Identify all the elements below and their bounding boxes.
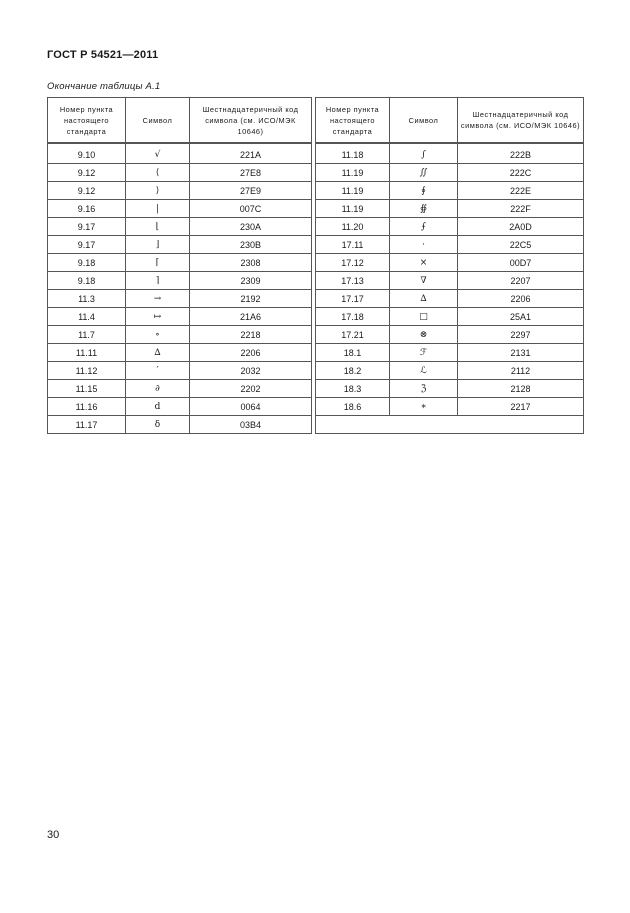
table-row <box>316 272 584 290</box>
symbol-cell: □ <box>390 308 458 326</box>
code-cell: 0064 <box>190 398 312 416</box>
table-row <box>316 380 584 398</box>
code-cell: 2207 <box>458 272 584 290</box>
table-row <box>316 200 584 218</box>
table-row <box>316 362 584 380</box>
code-cell: 230B <box>190 236 312 254</box>
clause-cell: 11.12 <box>48 362 126 380</box>
table-row <box>48 416 312 434</box>
code-cell: 2032 <box>190 362 312 380</box>
clause-cell: 17.21 <box>316 326 390 344</box>
clause-cell: 9.18 <box>48 254 126 272</box>
symbol-cell: ∫ <box>390 143 458 164</box>
clause-cell: 17.13 <box>316 272 390 290</box>
code-cell: 21A6 <box>190 308 312 326</box>
symbol-cell: | <box>126 200 190 218</box>
table-row <box>48 398 312 416</box>
table-row <box>48 236 312 254</box>
symbol-cell: ⊗ <box>390 326 458 344</box>
symbol-cell: ⌉ <box>126 272 190 290</box>
clause-cell: 9.17 <box>48 236 126 254</box>
code-cell: 2217 <box>458 398 584 416</box>
symbol-cell: ∆ <box>390 290 458 308</box>
symbol-cell: ∆ <box>126 344 190 362</box>
clause-cell: 11.3 <box>48 290 126 308</box>
clause-cell: 11.16 <box>48 398 126 416</box>
code-cell: 2128 <box>458 380 584 398</box>
symbol-cell: ⌈ <box>126 254 190 272</box>
code-cell: 222F <box>458 200 584 218</box>
symbol-cell: ℱ <box>390 344 458 362</box>
column-header-symbol: Символ <box>126 98 190 144</box>
code-cell: 2309 <box>190 272 312 290</box>
page-number: 30 <box>47 829 60 841</box>
symbol-cell: ∘ <box>126 326 190 344</box>
clause-cell: 9.16 <box>48 200 126 218</box>
clause-cell: 18.3 <box>316 380 390 398</box>
symbol-cell: ∂ <box>126 380 190 398</box>
code-cell: 00D7 <box>458 254 584 272</box>
symbol-tables <box>47 97 583 439</box>
code-cell: 2308 <box>190 254 312 272</box>
column-header-clause: Номер пункта настоящего стандарта <box>48 98 126 144</box>
code-cell: 2131 <box>458 344 584 362</box>
clause-cell: 18.1 <box>316 344 390 362</box>
left-table-body <box>48 143 312 434</box>
table-row <box>316 143 584 164</box>
symbol-cell: ⨍ <box>390 218 458 236</box>
table-row <box>48 182 312 200</box>
clause-cell: 18.6 <box>316 398 390 416</box>
clause-cell: 9.12 <box>48 182 126 200</box>
clause-cell: 11.19 <box>316 200 390 218</box>
symbol-cell: d <box>126 398 190 416</box>
symbol-cell: ⟩ <box>126 182 190 200</box>
symbol-cell: ∯ <box>390 200 458 218</box>
symbol-cell: ⌋ <box>126 236 190 254</box>
code-cell: 222E <box>458 182 584 200</box>
table-row <box>48 143 312 164</box>
clause-cell: 11.11 <box>48 344 126 362</box>
table-row <box>316 290 584 308</box>
clause-cell: 9.10 <box>48 143 126 164</box>
table-row <box>316 326 584 344</box>
code-cell: 2206 <box>458 290 584 308</box>
table-row <box>48 272 312 290</box>
table-row <box>48 218 312 236</box>
symbol-cell: ⟨ <box>126 164 190 182</box>
symbol-cell: ∬ <box>390 164 458 182</box>
code-cell: 230A <box>190 218 312 236</box>
clause-cell: 17.11 <box>316 236 390 254</box>
table-row <box>48 164 312 182</box>
table-row <box>48 308 312 326</box>
right-table <box>315 97 584 434</box>
column-header-code: Шестнадцатеричный код символа (см. ИСО/МЭК 10646) <box>190 98 312 144</box>
table-row <box>316 182 584 200</box>
code-cell: 25A1 <box>458 308 584 326</box>
code-cell: 2A0D <box>458 218 584 236</box>
symbol-cell: ⌊ <box>126 218 190 236</box>
clause-cell: 9.18 <box>48 272 126 290</box>
left-table <box>47 97 312 434</box>
clause-cell: 9.12 <box>48 164 126 182</box>
column-header-symbol: Символ <box>390 98 458 144</box>
clause-cell: 11.19 <box>316 164 390 182</box>
code-cell: 2112 <box>458 362 584 380</box>
clause-cell: 11.17 <box>48 416 126 434</box>
table-row <box>48 254 312 272</box>
table-row <box>48 200 312 218</box>
code-cell: 27E8 <box>190 164 312 182</box>
symbol-cell: × <box>390 254 458 272</box>
clause-cell: 17.12 <box>316 254 390 272</box>
code-cell: 007C <box>190 200 312 218</box>
table-row <box>48 344 312 362</box>
document-header: ГОСТ Р 54521—2011 <box>47 49 159 61</box>
symbol-cell: √ <box>126 143 190 164</box>
right-table-body <box>316 143 584 434</box>
clause-cell: 11.19 <box>316 182 390 200</box>
symbol-cell: ∮ <box>390 182 458 200</box>
clause-cell: 11.20 <box>316 218 390 236</box>
symbol-cell: ℨ <box>390 380 458 398</box>
table-row <box>316 236 584 254</box>
table-row <box>48 380 312 398</box>
code-cell: 2202 <box>190 380 312 398</box>
table-row <box>316 218 584 236</box>
table-row <box>48 326 312 344</box>
code-cell: 2206 <box>190 344 312 362</box>
clause-cell: 18.2 <box>316 362 390 380</box>
symbol-cell: ∇ <box>390 272 458 290</box>
code-cell: 222C <box>458 164 584 182</box>
symbol-cell: → <box>126 290 190 308</box>
symbol-cell: ↦ <box>126 308 190 326</box>
symbol-cell: ℒ <box>390 362 458 380</box>
table-row <box>316 164 584 182</box>
empty-row <box>316 416 584 434</box>
table-row <box>316 308 584 326</box>
table-row <box>48 362 312 380</box>
symbol-cell: ∗ <box>390 398 458 416</box>
clause-cell: 17.18 <box>316 308 390 326</box>
table-caption: Окончание таблицы А.1 <box>47 81 161 92</box>
symbol-cell: · <box>390 236 458 254</box>
code-cell: 03B4 <box>190 416 312 434</box>
symbol-cell: δ <box>126 416 190 434</box>
clause-cell: 11.4 <box>48 308 126 326</box>
column-header-clause: Номер пункта настоящего стандарта <box>316 98 390 144</box>
code-cell: 27E9 <box>190 182 312 200</box>
table-row <box>316 254 584 272</box>
clause-cell: 9.17 <box>48 218 126 236</box>
clause-cell: 11.7 <box>48 326 126 344</box>
empty-cell <box>316 416 584 434</box>
code-cell: 2297 <box>458 326 584 344</box>
clause-cell: 11.18 <box>316 143 390 164</box>
code-cell: 22C5 <box>458 236 584 254</box>
table-row <box>316 344 584 362</box>
code-cell: 2192 <box>190 290 312 308</box>
table-row <box>316 398 584 416</box>
column-header-code: Шестнадцатеричный код символа (см. ИСО/МЭК 10646) <box>458 98 584 144</box>
table-row <box>48 290 312 308</box>
code-cell: 222B <box>458 143 584 164</box>
symbol-cell: ′ <box>126 362 190 380</box>
clause-cell: 17.17 <box>316 290 390 308</box>
code-cell: 2218 <box>190 326 312 344</box>
code-cell: 221A <box>190 143 312 164</box>
clause-cell: 11.15 <box>48 380 126 398</box>
